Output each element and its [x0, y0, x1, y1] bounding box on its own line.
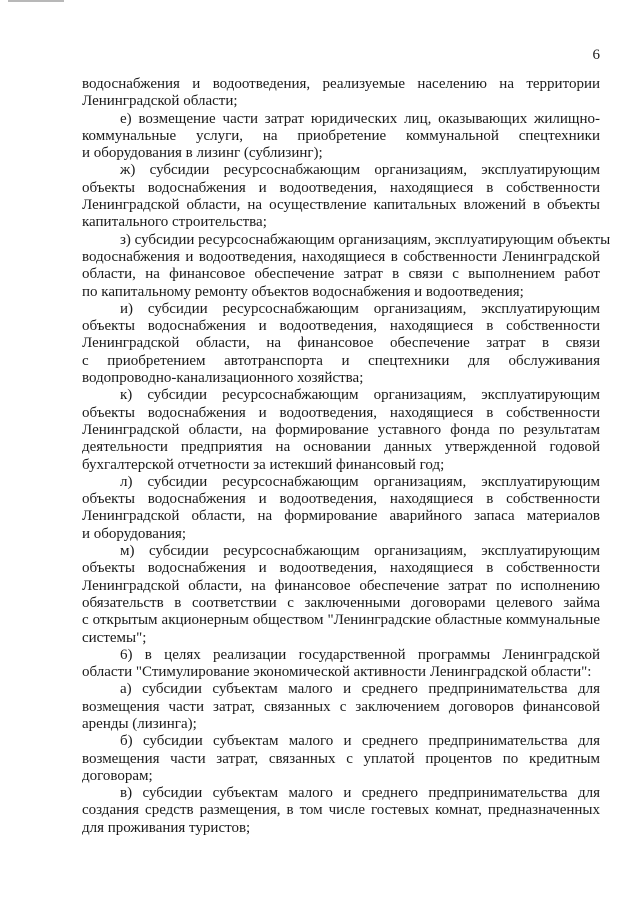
text-line: Ленинградской области, на формирование уставного фонда по результатам — [82, 421, 600, 438]
text-line: а) субсидии субъектам малого и среднего предпринимательства для — [120, 681, 600, 698]
text-line: коммунальные услуги, на приобретение коммунальной спецтехники — [82, 127, 600, 144]
text-line: капитального строительства; — [82, 214, 267, 231]
text-line: л) субсидии ресурсоснабжающим организациям, эксплуатирующим — [120, 473, 600, 490]
text-line: Ленинградской области; — [82, 93, 238, 110]
text-line: области, на финансовое обеспечение затрат в связи с выполнением работ — [82, 266, 600, 283]
text-line: з) субсидии ресурсоснабжающим организациям, эксплуатирующим объекты — [120, 231, 611, 248]
text-line: объекты водоснабжения и водоотведения, находящиеся в собственности — [82, 318, 600, 335]
text-line: водоснабжения и водоотведения, реализуемые населению на территории — [82, 76, 600, 92]
text-line: по капитальному ремонту объектов водоснабжения и водоотведения; — [82, 283, 524, 300]
text-line: бухгалтерской отчетности за истекший финансовый год; — [82, 456, 445, 473]
text-line: Ленинградской области, на осуществление капитальных вложений в объекты — [82, 197, 600, 214]
scan-edge-mark — [8, 0, 64, 2]
text-line: ж) субсидии ресурсоснабжающим организациям, эксплуатирующим — [120, 162, 600, 179]
text-line: обязательств в соответствии с заключенными договорами целевого займа — [82, 594, 600, 611]
text-line: возмещения части затрат, связанных с уплатой процентов по кредитным — [82, 750, 600, 767]
text-line: и оборудования в лизинг (сублизинг); — [82, 145, 323, 162]
text-line: аренды (лизинга); — [82, 715, 197, 732]
text-line: с открытым акционерным обществом "Ленинградские областные коммунальные — [82, 612, 600, 629]
text-line: Ленинградской области, на финансовое обеспечение затрат по исполнению — [82, 577, 600, 594]
text-line: объекты водоснабжения и водоотведения, находящиеся в собственности — [82, 404, 600, 421]
text-line: системы"; — [82, 629, 147, 646]
document-body — [82, 76, 611, 837]
text-line: договорам; — [82, 767, 153, 784]
text-line: водоснабжения и водоотведения, находящиеся в собственности Ленинградской — [82, 248, 600, 265]
text-line: для проживания туристов; — [82, 819, 251, 836]
page-number: 6 — [592, 47, 600, 63]
text-line: в) субсидии субъектам малого и среднего предпринимательства для — [120, 785, 600, 802]
text-line: объекты водоснабжения и водоотведения, находящиеся в собственности — [82, 491, 600, 508]
text-line: с приобретением автотранспорта и спецтехники для обслуживания — [82, 352, 600, 369]
text-line: е) возмещение части затрат юридических лиц, оказывающих жилищно- — [120, 110, 600, 127]
text-line: создания средств размещения, в том числе гостевых комнат, предназначенных — [82, 802, 600, 819]
text-line: области "Стимулирование экономической активности Ленинградской области": — [82, 664, 592, 681]
text-line: возмещения части затрат, связанных с заключением договоров финансовой — [82, 698, 600, 715]
text-line: объекты водоснабжения и водоотведения, находящиеся в собственности — [82, 560, 600, 577]
text-line: Ленинградской области, на формирование аварийного запаса материалов — [82, 508, 600, 525]
text-line: и) субсидии ресурсоснабжающим организациям, эксплуатирующим — [120, 300, 600, 317]
text-line: объекты водоснабжения и водоотведения, находящиеся в собственности — [82, 179, 600, 196]
text-line: водопроводно-канализационного хозяйства; — [82, 370, 364, 387]
text-line: деятельности предприятия на основании данных утвержденной годовой — [82, 439, 600, 456]
text-line: и оборудования; — [82, 525, 187, 542]
text-line: 6) в целях реализации государственной программы Ленинградской — [120, 646, 600, 663]
text-line: м) субсидии ресурсоснабжающим организациям, эксплуатирующим — [120, 543, 600, 560]
text-line: к) субсидии ресурсоснабжающим организациям, эксплуатирующим — [120, 387, 600, 404]
text-line: б) субсидии субъектам малого и среднего предпринимательства для — [120, 733, 600, 750]
text-line: Ленинградской области, на финансовое обеспечение затрат в связи — [82, 335, 600, 352]
